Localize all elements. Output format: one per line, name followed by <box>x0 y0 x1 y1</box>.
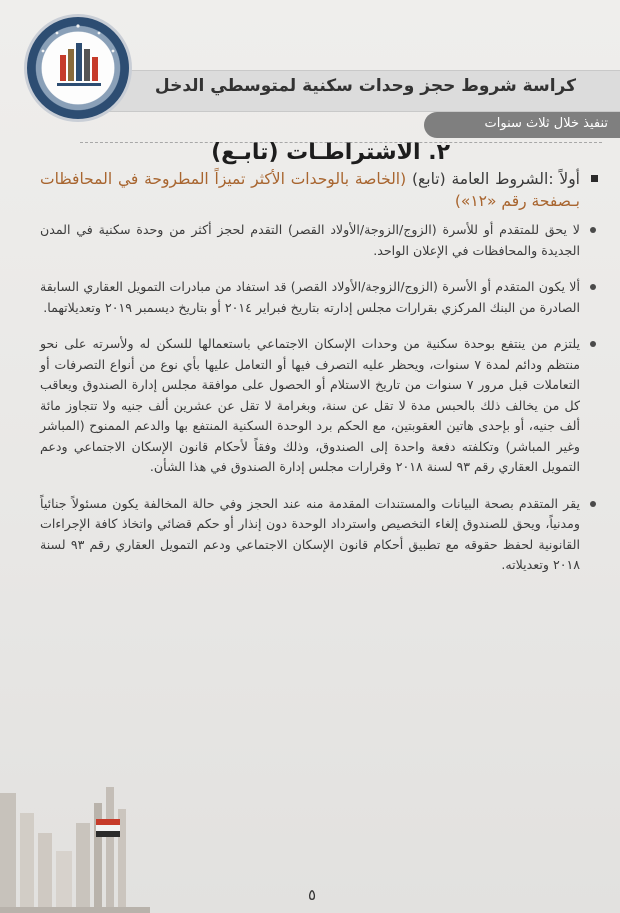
general-conditions-heading <box>40 168 602 212</box>
bullet-icon <box>590 227 596 233</box>
condition-text: ألا يكون المتقدم أو الأسرة (الزوج/الزوجة/الأولاد القصر) قد استفاد من مبادرات التمويل العقاري السابقة الصادرة من البنك المركزي بقرارات مجلس إدارته بتاريخ فبراير ٢٠١٤ أو بتاريخ ديسمبر ٢٠١٩ وتعديلاتهما. <box>40 279 580 315</box>
section-title: ٢. الاشتراطـات (تابـع) <box>211 140 450 165</box>
bullet-icon <box>590 284 596 290</box>
condition-paragraph <box>40 494 602 576</box>
condition-text: لا يحق للمتقدم أو للأسرة (الزوج/الزوجة/الأولاد القصر) التقدم لحجز أكثر من وحدة سكنية في المدن الجديدة والمحافظات في الإعلان الواحد. <box>40 222 580 258</box>
square-bullet-icon <box>591 175 598 182</box>
heading-label: أولاً :الشروط العامة (تابع) <box>411 170 580 188</box>
condition-paragraph <box>40 277 602 318</box>
condition-text: يقر المتقدم بصحة البيانات والمستندات المقدمة منه عند الحجز وفي حالة المخالفة يكون مسئولاً جنائياً ومدنياً، ويحق للصندوق إلغاء التخصيص واسترداد الوحدة دون إنذار أو حكم قضائي واتخاذ كافة الإجراءات القانونية لحفظ حقوقه مع تطبيق أحكام قانون الإسكان الاجتماعي ودعم التمويل العقاري رقم ٩٣ لسنة ٢٠١٨ وتعديلاته. <box>40 495 580 572</box>
condition-paragraph <box>40 334 602 478</box>
condition-text: يلتزم من ينتفع بوحدة سكنية من وحدات الإسكان الاجتماعي باستعمالها للسكن له ولأسرته على نحو منتظم ودائم لمدة ٧ سنوات، ويحظر عليه التصرف فيها أو التعامل عليها بأي نوع من أنواع التصرفات أو التعاملات قبل مرور ٧ سنوات من تاريخ الاستلام أو الحصول على موافقة مجلس إدارة الصندوق ويعاقب كل من يخالف ذلك بالحبس مدة لا تقل عن سنة، وبغرامة لا تقل عن عشرين ألف جنيه ولا تتجاوز مائة ألف جنيه، أو بإحدى هاتين العقوبتين، مع الحكم برد الوحدة السكنية المنتفع بها والدعم الممنوح (المباشر وغير المباشر) وتكلفته دفعة واحدة إلى الصندوق، وذلك وفقاً لأحكام قانون الإسكان الاجتماعي ودعم التمويل العقاري رقم ٩٣ لسنة ٢٠١٨ وقرارات مجلس إدارة الصندوق في هذا الشأن. <box>40 336 580 474</box>
condition-paragraph <box>40 220 602 261</box>
logo-emblem-icon <box>27 17 129 119</box>
social-housing-fund-logo <box>24 14 132 122</box>
subtitle-text: تنفيذ خلال ثلاث سنوات <box>484 116 608 131</box>
heading-highlight: (الخاصة بالوحدات الأكثر تميزاً المطروحة في المحافظات بـصفحة رقم «١٢») <box>40 170 580 210</box>
bullet-icon <box>590 341 596 347</box>
buildings-decoration-icon <box>0 773 150 913</box>
document-title: كراسة شروط حجز وحدات سكنية لمتوسطي الدخل <box>154 76 576 96</box>
conditions-content <box>40 168 602 592</box>
page-number: ٥ <box>307 886 317 904</box>
bullet-icon <box>590 501 596 507</box>
